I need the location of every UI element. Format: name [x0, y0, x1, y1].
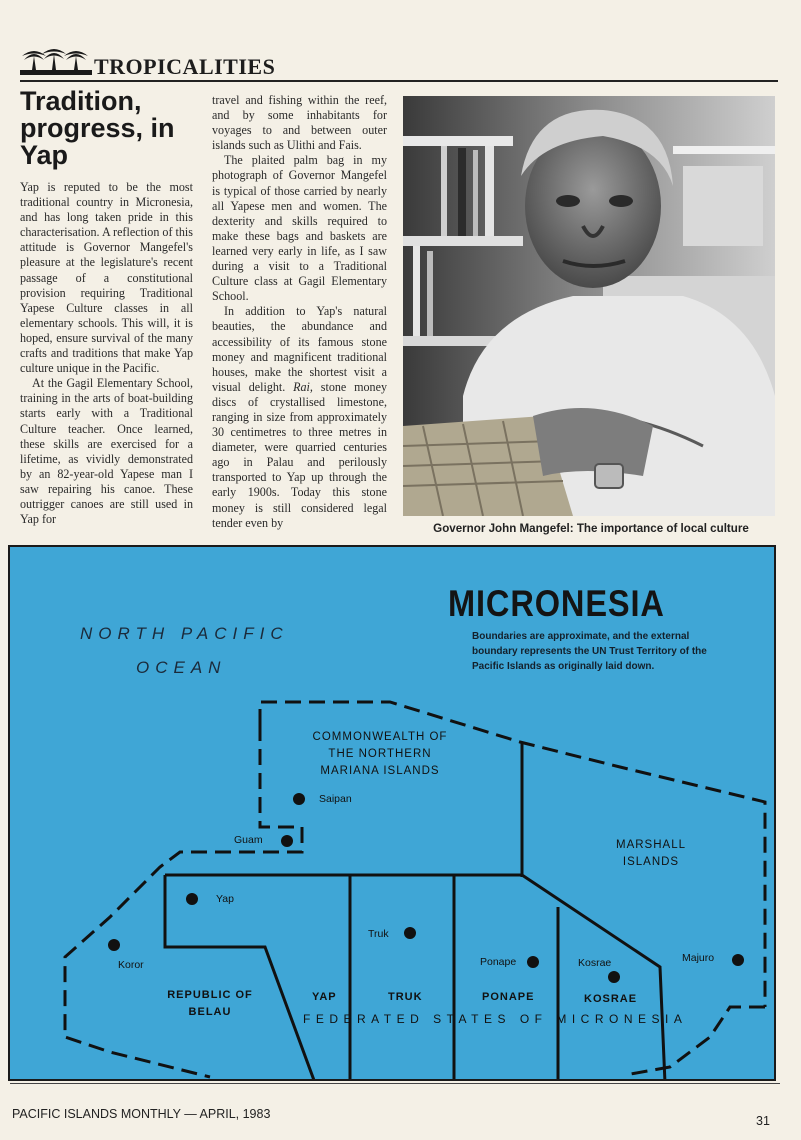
- belau-label-line: BELAU: [188, 1006, 232, 1018]
- kosrae-dot: [608, 971, 620, 983]
- governor-photo: [403, 96, 775, 516]
- rai-term: Rai,: [293, 379, 313, 394]
- paragraph: The plaited palm bag in my photograph of Governor Mangefel is typical of those carried by nearly all Yapese men and women. The dexterity and skills required to make these bags and baskets are learned very early in life, as I saw during a visit to a Traditional Culture class at Gagil Elementary School.: [212, 153, 387, 304]
- cnmi-label: [310, 729, 450, 780]
- place-majuro: Majuro: [682, 952, 715, 964]
- article-column-2: [212, 93, 387, 531]
- paragraph-text: In addition to Yap's natural beauties, the abundance and accessibility of its famous stone money and magnificent traditional houses, make the shortest visit a visual delight.: [212, 304, 387, 394]
- place-koror: Koror: [118, 959, 144, 971]
- footer-rule: [10, 1083, 780, 1084]
- marshall-label: [606, 837, 696, 871]
- majuro-dot: [732, 954, 744, 966]
- photo-caption: Governor John Mangefel: The importance of local culture: [433, 522, 749, 535]
- paragraph: Yap is reputed to be the most traditional country in Micronesia, and has long taken pride in this characterisation. A reflection of this attitude is Governor Mangefel's pleasure at the legislature's recent passage of a constitutional provision requiring Traditional Yapese Culture classes in all elementary schools. This will, it is hoped, ensure survival of the many crafts and traditions that make Yap culture unique in the Pacific.: [20, 180, 193, 376]
- ponape-dot: [527, 956, 539, 968]
- map-title: MICRONESIA: [448, 583, 665, 624]
- belau-label: [160, 987, 260, 1021]
- place-yap: Yap: [216, 893, 234, 905]
- section-title: TROPICALITIES: [94, 54, 276, 79]
- paragraph: travel and fishing within the reef, and by some inhabitants for voyages to and between outer islands such as Ulithi and Fais.: [212, 93, 387, 153]
- paragraph: At the Gagil Elementary School, training in the arts of boat-building starts early with a Traditional Culture teacher. Once learned, these skills are exercised for a lifetime, as vividly demonstrated by an 82-year-old Yapese man I saw repairing his canoe. These outrigger canoes are still used in Yap for: [20, 376, 193, 527]
- guam-dot: [281, 835, 293, 847]
- ocean-label-line1: NORTH PACIFIC: [80, 624, 289, 643]
- map-note: Boundaries are approximate, and the external boundary represents the UN Trust Territory of the Pacific Islands as originally laid down.: [472, 631, 707, 672]
- state-truk: TRUK: [388, 991, 423, 1003]
- palm-trees-icon: [20, 44, 92, 78]
- fsm-label: FEDERATED STATES OF MICRONESIA: [303, 1012, 688, 1026]
- header-rule: [20, 80, 778, 82]
- cnmi-label-line: COMMONWEALTH OF: [312, 731, 448, 743]
- section-header: [20, 44, 780, 82]
- saipan-dot: [293, 793, 305, 805]
- marshall-label-line: MARSHALL: [616, 839, 686, 851]
- yap-dot: [186, 893, 198, 905]
- ocean-label-line2: OCEAN: [136, 658, 227, 677]
- place-guam: Guam: [234, 834, 263, 846]
- marshall-label-line: ISLANDS: [622, 856, 680, 868]
- state-yap: YAP: [312, 991, 337, 1003]
- truk-dot: [404, 927, 416, 939]
- place-truk: Truk: [368, 928, 389, 940]
- place-saipan: Saipan: [319, 793, 352, 805]
- belau-label-line: REPUBLIC OF: [167, 989, 253, 1001]
- article-headline: Tradition, progress, in Yap: [20, 86, 175, 170]
- page-number: 31: [756, 1114, 770, 1128]
- cnmi-label-line: MARIANA ISLANDS: [320, 765, 440, 777]
- paragraph: [212, 304, 387, 530]
- place-kosrae: Kosrae: [578, 957, 612, 969]
- cnmi-label-line: THE NORTHERN: [328, 748, 432, 760]
- portrait-image: [403, 96, 775, 516]
- publication-footer: PACIFIC ISLANDS MONTHLY — APRIL, 1983: [12, 1107, 271, 1121]
- article-column-1: [20, 180, 193, 527]
- koror-dot: [108, 939, 120, 951]
- state-ponape: PONAPE: [482, 991, 535, 1003]
- micronesia-map: [8, 545, 776, 1081]
- paragraph-text: stone money discs of crystallised limestone, ranging in size from approximately 30 centimetres to three metres in diameter, were quarried centuries ago in Palau and perilously transported to Yap up through the early 1900s. Today this stone money is still considered legal tender even by: [212, 379, 387, 530]
- place-ponape: Ponape: [480, 956, 517, 968]
- state-kosrae: KOSRAE: [584, 993, 638, 1005]
